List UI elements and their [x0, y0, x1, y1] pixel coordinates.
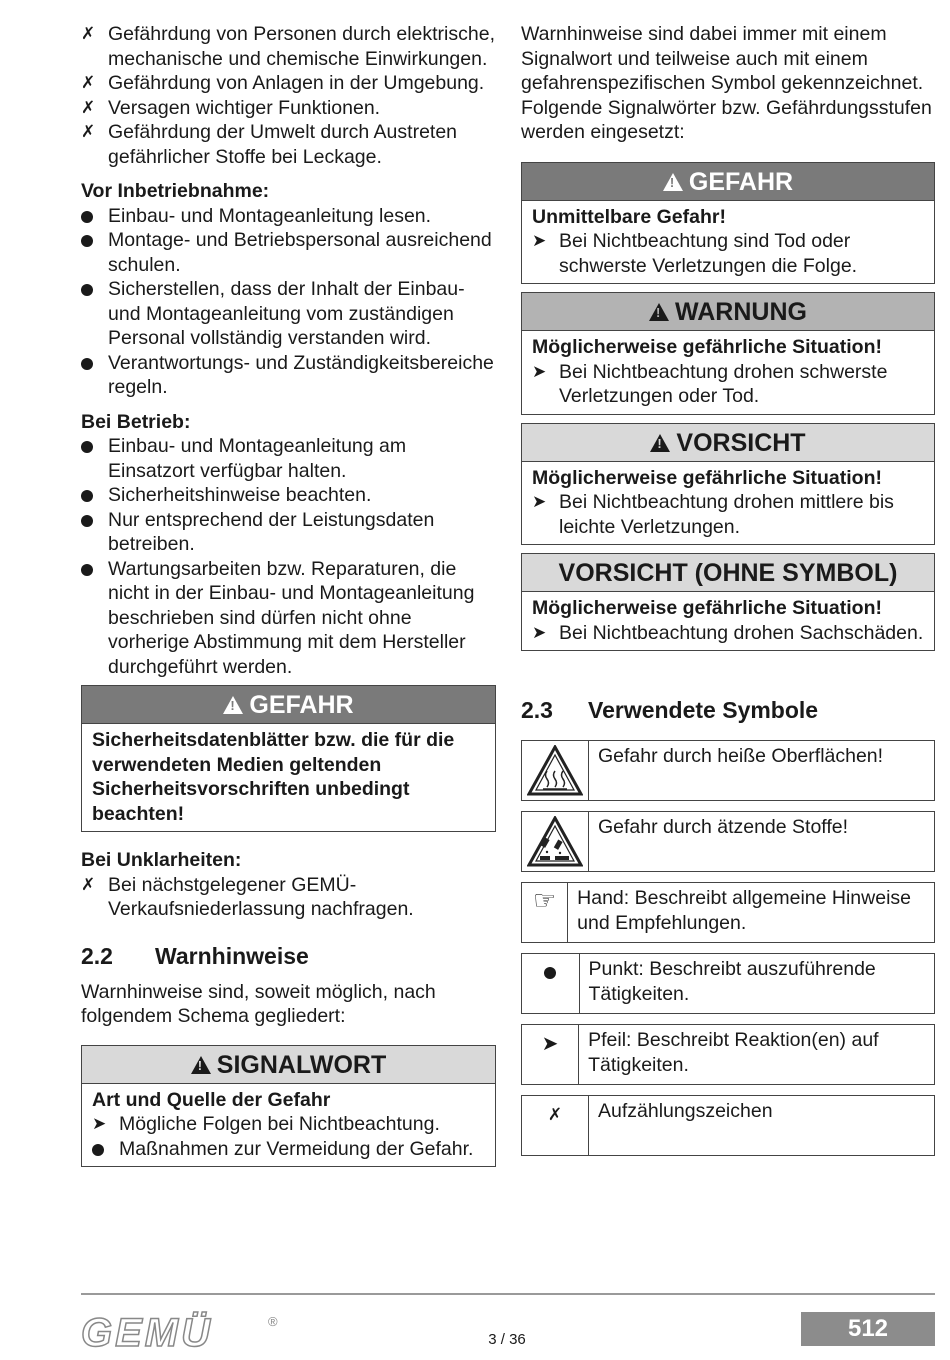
warnung-box: [521, 292, 935, 415]
bullet-dot-icon: [81, 564, 93, 576]
cross-mark-icon: ✗: [81, 73, 96, 92]
symbol-description: Gefahr durch ätzende Stoffe!: [598, 816, 849, 838]
warning-body: [522, 201, 934, 284]
warning-header: !GEFAHR: [522, 163, 934, 201]
warning-triangle-icon: [191, 1056, 211, 1074]
warning-header: !SIGNALWORT: [82, 1046, 495, 1084]
list-item: ➤ Bei Nichtbeachtung drohen schwerste Verletzungen oder Tod.: [532, 360, 888, 407]
list-item: Sicherstellen, dass der Inhalt der Einbau- und Montageanleitung vom zuständigen Personal vollständig verstanden wird.: [81, 277, 496, 351]
list-item: Verantwortungs- und Zuständigkeitsbereiche regeln.: [81, 351, 496, 400]
list-item: ✗ Gefährdung von Anlagen in der Umgebung.: [81, 72, 485, 94]
symbol-description: Hand: Beschreibt allgemeine Hinweise und Empfehlungen.: [577, 887, 911, 934]
section-heading-2-2: 2.2 Warnhinweise: [81, 942, 309, 969]
list-item: ➤ Bei Nichtbeachtung drohen mittlere bis leichte Verletzungen.: [532, 491, 894, 538]
vorsicht-ohne-symbol-box: [521, 553, 935, 651]
section-intro: Warnhinweise sind, soweit möglich, nach folgendem Schema gegliedert:: [81, 980, 436, 1027]
corrosive-warning-icon: [527, 816, 583, 868]
warning-body: [522, 592, 934, 650]
symbol-row: [521, 953, 935, 1014]
section-heading-2-3: 2.3 Verwendete Symbole: [521, 697, 819, 723]
danger-warning-box: [81, 685, 496, 832]
warning-subtitle: Möglicherweise gefährliche Situation!: [532, 336, 882, 358]
footer-divider: [81, 1293, 935, 1295]
arrow-icon: ➤: [522, 1025, 579, 1084]
list-item: Einbau- und Montageanleitung am Einsatzort verfügbar halten.: [81, 434, 496, 483]
symbol-description: Aufzählungszeichen: [598, 1100, 773, 1122]
warning-triangle-icon: [663, 173, 683, 191]
pointing-hand-icon: ☞: [522, 883, 568, 942]
symbol-row: [521, 811, 935, 872]
list-item: ➤ Bei Nichtbeachtung sind Tod oder schwerste Verletzungen die Folge.: [532, 230, 858, 277]
unclear-heading: Bei Unklarheiten:: [81, 849, 242, 871]
list-item: Maßnahmen zur Vermeidung der Gefahr.: [92, 1137, 485, 1162]
symbol-description: Gefahr durch heiße Oberflächen!: [598, 745, 884, 767]
symbol-row: [521, 1024, 935, 1085]
warning-body: [522, 462, 934, 545]
bullet-dot-icon: [81, 358, 93, 370]
gemu-logo: GEMÜ: [81, 1311, 213, 1355]
left-column: [81, 22, 496, 1167]
bullet-dot-icon: [81, 211, 93, 223]
warning-text: Sicherheitsdatenblätter bzw. die für die verwendeten Medien geltenden Sicherheitsvorschriften unbedingt beachten!: [92, 729, 455, 825]
signalword-box: [81, 1045, 496, 1168]
warning-header: !GEFAHR: [82, 686, 495, 724]
symbol-description: Pfeil: Beschreibt Reaktion(en) auf Tätigkeiten.: [588, 1029, 879, 1076]
unclear-list: [81, 873, 496, 922]
arrow-icon: ➤: [532, 492, 547, 511]
warning-header: VORSICHT (OHNE SYMBOL): [522, 554, 934, 592]
symbol-row: [521, 1095, 935, 1156]
symbol-row: [521, 882, 935, 943]
list-item: ✗ Bei nächstgelegener GEMÜ-Verkaufsniederlassung nachfragen.: [81, 873, 414, 920]
bullet-dot-icon: [544, 967, 556, 979]
operation-heading: Bei Betrieb:: [81, 410, 191, 433]
cross-mark-icon: ✗: [81, 24, 96, 43]
list-item: Einbau- und Montageanleitung lesen.: [81, 204, 496, 229]
bullet-dot-icon: [81, 284, 93, 296]
warning-subtitle: Art und Quelle der Gefahr: [92, 1088, 331, 1111]
arrow-icon: ➤: [92, 1114, 107, 1133]
warning-body: [82, 724, 495, 831]
bullet-dot-icon: [92, 1144, 104, 1156]
list-item: ➤ Mögliche Folgen bei Nichtbeachtung.: [92, 1113, 440, 1135]
symbol-row: [521, 740, 935, 801]
arrow-icon: ➤: [532, 231, 547, 250]
cross-mark-icon: ✗: [81, 874, 96, 894]
warning-subtitle: Möglicherweise gefährliche Situation!: [532, 597, 882, 619]
arrow-icon: ➤: [532, 361, 547, 381]
warning-subtitle: Möglicherweise gefährliche Situation!: [532, 466, 882, 489]
before-start-list: [81, 204, 496, 400]
list-item: ➤ Bei Nichtbeachtung drohen Sachschäden.: [532, 621, 924, 644]
warning-header: !WARNUNG: [522, 293, 934, 331]
document-number-badge: 512: [801, 1312, 935, 1346]
bullet-dot-icon: [81, 490, 93, 502]
operation-list: [81, 434, 496, 679]
bullet-dot-icon: [81, 441, 93, 453]
list-item: Montage- und Betriebspersonal ausreichend schulen.: [81, 228, 496, 277]
arrow-icon: ➤: [532, 622, 547, 642]
warning-triangle-icon: [223, 696, 243, 714]
vorsicht-box: [521, 423, 935, 546]
page-number: 3 / 36: [488, 1331, 526, 1348]
warning-subtitle: Unmittelbare Gefahr!: [532, 205, 726, 228]
warning-triangle-icon: [650, 434, 670, 452]
warning-body: [82, 1084, 495, 1167]
bullet-dot-icon: [81, 235, 93, 247]
cross-mark-icon: ✗: [522, 1096, 589, 1155]
cross-mark-icon: ✗: [81, 97, 96, 117]
list-item: ✗ Gefährdung von Personen durch elektrische, mechanische und chemische Einwirkungen.: [81, 23, 495, 70]
gefahr-box: [521, 162, 935, 285]
intro-list: [81, 22, 496, 169]
list-item: Sicherheitshinweise beachten.: [81, 483, 496, 508]
warnings-intro: Warnhinweise sind dabei immer mit einem Signalwort und teilweise auch mit einem gefahrenspezifischen Symbol gekennzeichnet.: [521, 23, 924, 94]
warning-triangle-icon: [649, 303, 669, 321]
list-item: Wartungsarbeiten bzw. Reparaturen, die nicht in der Einbau- und Montageanleitung beschrieben sind dürfen nicht ohne vorherige Abstimmung mit dem Hersteller durchgeführt werden.: [81, 557, 496, 680]
hot-surface-warning-icon: [527, 745, 583, 797]
list-item: ✗ Versagen wichtiger Funktionen.: [81, 96, 381, 119]
warnings-intro-2: Folgende Signalwörter bzw. Gefährdungsstufen werden eingesetzt:: [521, 96, 932, 143]
list-item: ✗ Gefährdung der Umwelt durch Austreten gefährlicher Stoffe bei Leckage.: [81, 121, 458, 168]
symbol-description: Punkt: Beschreibt auszuführende Tätigkeiten.: [588, 958, 876, 1005]
cross-mark-icon: ✗: [81, 122, 96, 141]
warning-header: !VORSICHT: [522, 424, 934, 462]
list-item: Nur entsprechend der Leistungsdaten betreiben.: [81, 508, 496, 557]
before-start-heading: Vor Inbetriebnahme:: [81, 180, 270, 202]
bullet-dot-icon: [81, 515, 93, 527]
warning-body: [522, 331, 934, 414]
right-column: [521, 22, 935, 1156]
registered-mark: ®: [268, 1314, 278, 1329]
